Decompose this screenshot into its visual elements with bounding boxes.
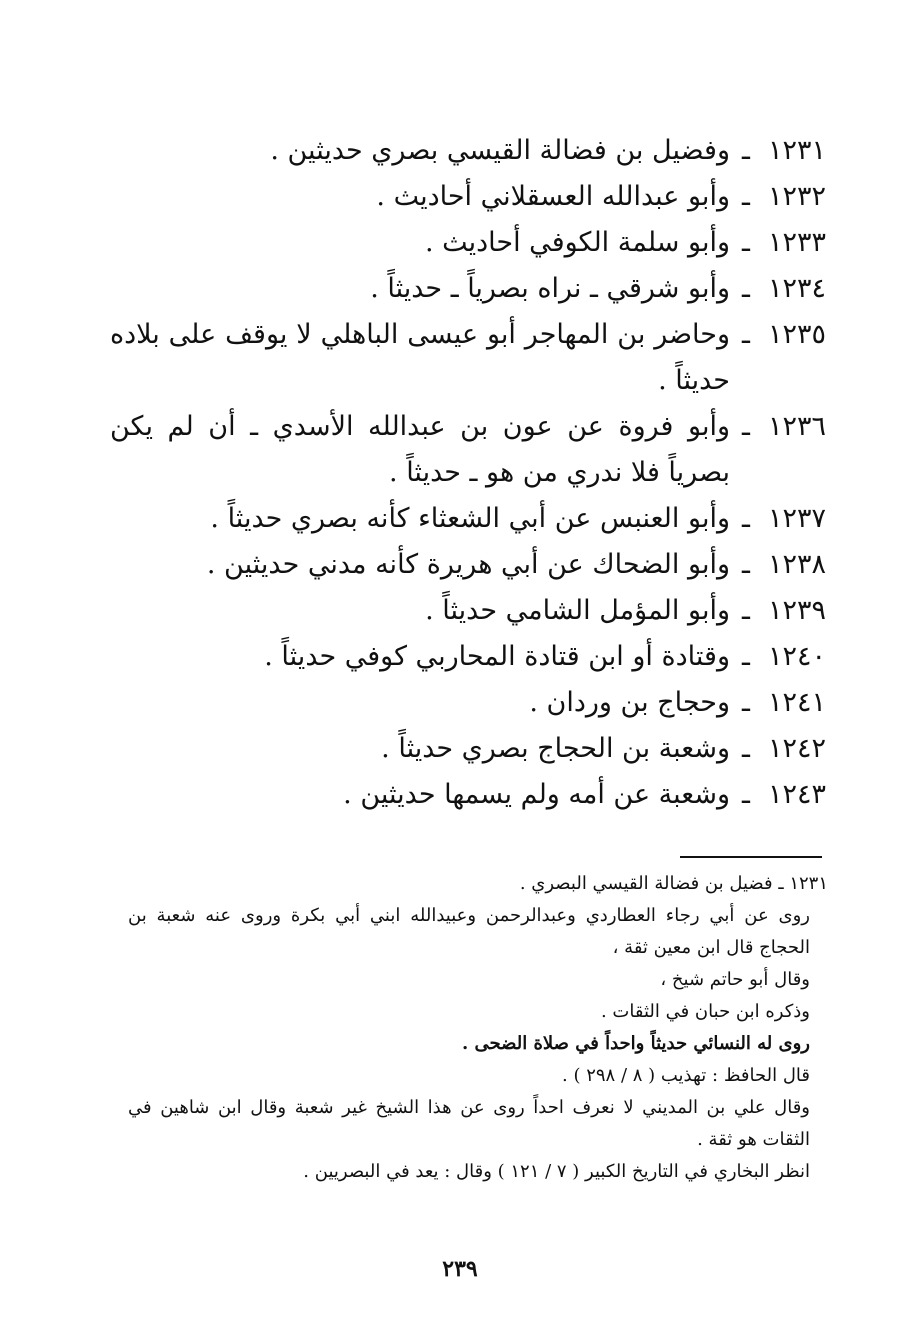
entry-number: ١٢٣١ [767,135,826,166]
entry-text: وحاضر بن المهاجر أبو عيسى الباهلي لا يوقف على بلاده حديثاً . [110,319,730,396]
footnote [128,868,828,1188]
entry-text: وشعبة بن الحجاج بصري حديثاً . [381,733,730,764]
entry-text: وأبو فروة عن عون بن عبدالله الأسدي ـ أن لم يكن بصرياً فلا ندري من هو ـ حديثاً . [110,411,730,488]
entry-number: ١٢٣٧ [767,503,826,534]
entry-text: وأبو العنبس عن أبي الشعثاء كأنه بصري حديثاً . [210,503,730,534]
entry-text: وحجاج بن وردان . [529,687,730,718]
entry-dash: ـ [742,181,750,212]
list-item [110,680,826,726]
entry-text: وقتادة أو ابن قتادة المحاربي كوفي حديثاً . [264,641,730,672]
entry-number: ١٢٣٦ [767,411,826,442]
entry-dash: ـ [742,319,750,350]
entry-dash: ـ [742,779,750,810]
entry-number: ١٢٤٢ [767,733,826,764]
entry-text: وفضيل بن فضالة القيسي بصري حديثين . [270,135,730,166]
entry-dash: ـ [742,595,750,626]
entry-dash: ـ [742,273,750,304]
footnote-line: وقال علي بن المديني لا نعرف احداً روى عن هذا الشيخ غير شعبة وقال ابن شاهين في الثقات هو ثقة . [128,1097,810,1150]
entry-number: ١٢٣٩ [767,595,826,626]
entry-text: وأبو الضحاك عن أبي هريرة كأنه مدني حديثين . [206,549,730,580]
narrator-list [110,128,826,818]
entry-dash: ـ [742,549,750,580]
footnote-line: قال الحافظ : تهذيب ( ٨ / ٢٩٨ ) . [562,1065,810,1086]
list-item [110,266,826,312]
footnote-line: روى له النسائي حديثاً واحداً في صلاة الضحى . [461,1033,810,1054]
footnote-line: روى عن أبي رجاء العطاردي وعبدالرحمن وعبيدالله ابني أبي بكرة وروى عنه شعبة بن الحجاج قال ابن معين ثقة ، [128,905,810,958]
entry-dash: ـ [742,641,750,672]
entry-dash: ـ [742,733,750,764]
entry-number: ١٢٤٠ [767,641,826,672]
entry-number: ١٢٣٤ [767,273,826,304]
footnote-line: وذكره ابن حبان في الثقات . [600,1001,810,1022]
list-item [110,220,826,266]
footnote-line: وقال أبو حاتم شيخ ، [660,969,810,990]
list-item [110,588,826,634]
entry-number: ١٢٤٣ [767,779,826,810]
list-item [110,404,826,496]
entry-text: وأبو المؤمل الشامي حديثاً . [425,595,730,626]
entry-text: وأبو سلمة الكوفي أحاديث . [424,227,730,258]
entry-text: وأبو عبدالله العسقلاني أحاديث . [376,181,730,212]
list-item [110,772,826,818]
list-item [110,542,826,588]
entry-dash: ـ [742,411,750,442]
entry-number: ١٢٤١ [767,687,826,718]
list-item [110,634,826,680]
entry-number: ١٢٣٣ [767,227,826,258]
entry-dash: ـ [742,227,750,258]
entry-text: وشعبة عن أمه ولم يسمها حديثين . [343,779,730,810]
list-item [110,128,826,174]
footnote-line: انظر البخاري في التاريخ الكبير ( ٧ / ١٢١ ) وقال : يعد في البصريين . [303,1161,810,1182]
entry-number: ١٢٣٢ [767,181,826,212]
list-item [110,726,826,772]
list-item [110,174,826,220]
entry-dash: ـ [742,135,750,166]
entry-dash: ـ [742,503,750,534]
entry-number: ١٢٣٥ [767,319,826,350]
page-number: ٢٣٩ [442,1256,478,1282]
footnote-separator [680,856,822,858]
footnote-heading: ١٢٣١ ـ فضيل بن فضالة القيسي البصري . [519,873,828,894]
entry-dash: ـ [742,687,750,718]
entry-text: وأبو شرقي ـ نراه بصرياً ـ حديثاً . [370,273,730,304]
entry-number: ١٢٣٨ [767,549,826,580]
list-item [110,312,826,404]
list-item [110,496,826,542]
